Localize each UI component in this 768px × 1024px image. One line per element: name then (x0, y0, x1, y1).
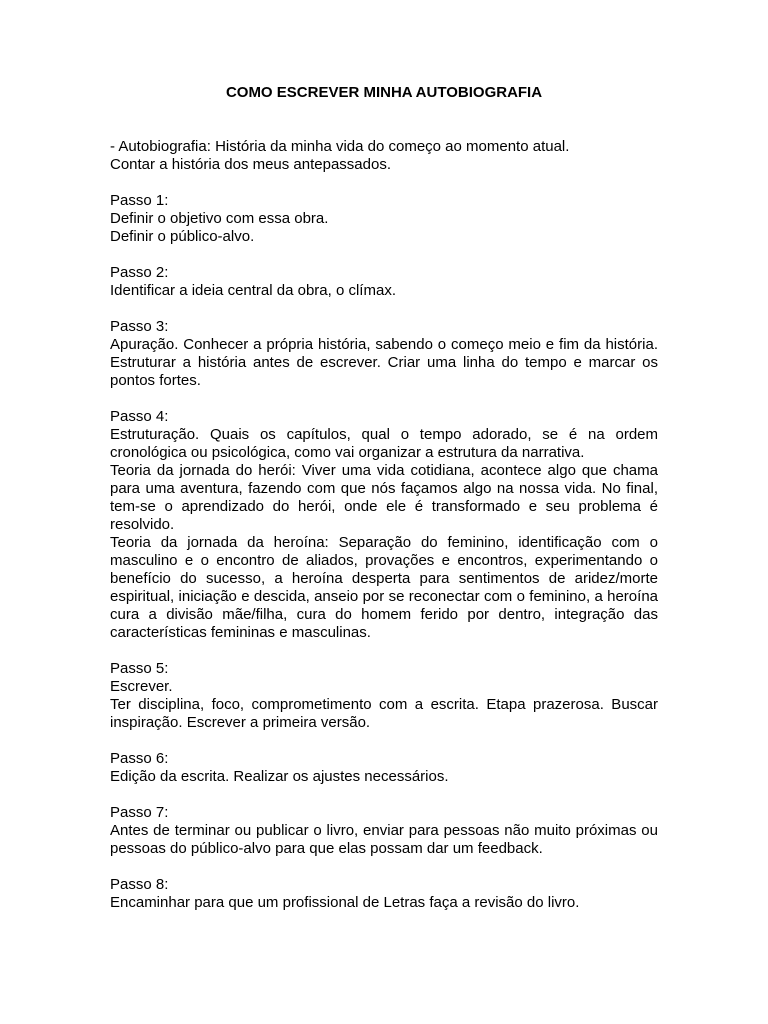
step-8-line-1: Encaminhar para que um profissional de Letras faça a revisão do livro. (110, 894, 580, 911)
step-3-heading: Passo 3: (110, 318, 169, 335)
step-1-heading: Passo 1: (110, 192, 169, 209)
step-6-section (110, 750, 658, 786)
step-3-paragraph: Apuração. Conhecer a própria história, sabendo o começo meio e fim da história. Estruturar a história antes de escrever. Criar uma linha do tempo e marcar os pontos fortes. (110, 336, 658, 389)
document-title: COMO ESCREVER MINHA AUTOBIOGRAFIA (225, 84, 543, 101)
step-4-paragraph-heroine: Teoria da jornada da heroína: Separação do feminino, identificação com o masculino e o encontro de aliados, provações e encontros, experimentando o benefício do sucesso, a heroína desperta para sentimentos de aridez/morte espiritual, iniciação e descida, anseio por se reconectar com o feminino, a heroína cura a divisão mãe/filha, cura do homem ferido por dentro, integração das características femininas e masculinas. (110, 534, 658, 641)
step-3-section (110, 318, 658, 390)
step-2-heading: Passo 2: (110, 264, 169, 281)
step-4-paragraph-structure: Estruturação. Quais os capítulos, qual o tempo adorado, se é na ordem cronológica ou psicológica, como vai organizar a estrutura da narrativa. (110, 426, 658, 461)
intro-definition: - Autobiografia: História da minha vida do começo ao momento atual. (110, 138, 570, 155)
step-5-paragraph: Ter disciplina, foco, comprometimento com a escrita. Etapa prazerosa. Buscar inspiração. Escrever a primeira versão. (110, 696, 658, 731)
step-5-section (110, 660, 658, 732)
step-5-heading: Passo 5: (110, 660, 169, 677)
intro-ancestors: Contar a história dos meus antepassados. (110, 156, 391, 173)
step-6-line-1: Edição da escrita. Realizar os ajustes necessários. (110, 768, 449, 785)
step-7-heading: Passo 7: (110, 804, 169, 821)
step-8-heading: Passo 8: (110, 876, 169, 893)
step-2-section (110, 264, 658, 300)
step-1-section (110, 192, 658, 246)
step-1-line-1: Definir o objetivo com essa obra. (110, 210, 329, 227)
step-4-section (110, 408, 658, 642)
step-1-line-2: Definir o público-alvo. (110, 228, 255, 245)
step-4-heading: Passo 4: (110, 408, 169, 425)
step-5-line-1: Escrever. (110, 678, 173, 695)
step-7-paragraph: Antes de terminar ou publicar o livro, enviar para pessoas não muito próximas ou pessoas do público-alvo para que elas possam dar um feedback. (110, 822, 658, 857)
step-8-section (110, 876, 658, 912)
step-6-heading: Passo 6: (110, 750, 169, 767)
step-4-paragraph-hero: Teoria da jornada do herói: Viver uma vida cotidiana, acontece algo que chama para uma aventura, fazendo com que nós façamos algo na nossa vida. No final, tem-se o aprendizado do herói, onde ele é transformado e seu problema é resolvido. (110, 462, 658, 533)
step-2-line-1: Identificar a ideia central da obra, o clímax. (110, 282, 396, 299)
step-7-section (110, 804, 658, 858)
intro-section (110, 138, 658, 174)
